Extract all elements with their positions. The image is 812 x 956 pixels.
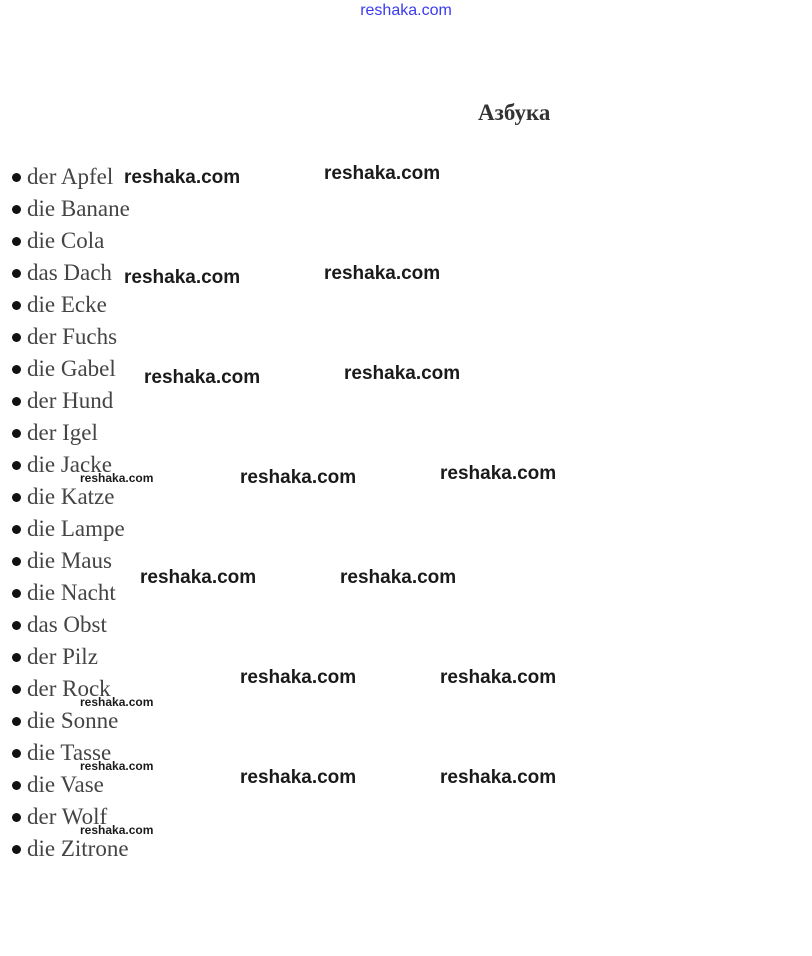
list-item: [10, 289, 130, 321]
bullet-icon: [12, 557, 21, 566]
bullet-icon: [12, 653, 21, 662]
bullet-icon: [12, 461, 21, 470]
bullet-icon: [12, 173, 21, 182]
list-item: [10, 705, 130, 737]
site-link[interactable]: reshaka.com: [360, 2, 452, 19]
list-item: [10, 193, 130, 225]
watermark-text: reshaka.com: [124, 267, 241, 288]
bullet-icon: [12, 429, 21, 438]
word-text: die Zitrone: [27, 836, 129, 861]
word-text: der Apfel: [27, 164, 114, 189]
list-item: [10, 481, 130, 513]
bullet-icon: [12, 205, 21, 214]
bullet-icon: [12, 589, 21, 598]
list-item: [10, 641, 130, 673]
word-text: die Tasse: [27, 740, 112, 765]
watermark-text-small: reshaka.com: [80, 823, 154, 837]
word-text: die Jacke: [27, 452, 112, 477]
watermark-text: reshaka.com: [240, 467, 357, 488]
list-item: [10, 417, 130, 449]
bullet-icon: [12, 717, 21, 726]
word-text: die Vase: [27, 772, 104, 797]
bullet-icon: [12, 749, 21, 758]
list-item: [10, 353, 130, 385]
bullet-icon: [12, 397, 21, 406]
watermark-text: reshaka.com: [240, 767, 357, 788]
bullet-icon: [12, 333, 21, 342]
list-item: [10, 257, 130, 289]
watermark-text-small: reshaka.com: [80, 471, 154, 485]
bullet-icon: [12, 621, 21, 630]
word-text: das Obst: [27, 612, 107, 637]
bullet-icon: [12, 301, 21, 310]
bullet-icon: [12, 845, 21, 854]
word-text: die Banane: [27, 196, 130, 221]
word-text: das Dach: [27, 260, 112, 285]
watermark-text: reshaka.com: [240, 667, 357, 688]
watermark-text: reshaka.com: [440, 667, 557, 688]
word-text: der Fuchs: [27, 324, 118, 349]
list-item: [10, 577, 130, 609]
word-text: die Nacht: [27, 580, 116, 605]
list-item: [10, 769, 130, 801]
word-text: der Igel: [27, 420, 98, 445]
watermark-text: reshaka.com: [144, 367, 261, 388]
list-item: [10, 545, 130, 577]
list-item: [10, 161, 130, 193]
word-text: der Rock: [27, 676, 111, 701]
word-text: der Pilz: [27, 644, 98, 669]
watermark-text-small: reshaka.com: [80, 759, 154, 773]
page-title: Азбука: [478, 100, 551, 125]
word-text: die Maus: [27, 548, 112, 573]
word-text: der Wolf: [27, 804, 108, 829]
bullet-icon: [12, 813, 21, 822]
watermark-text-small: reshaka.com: [80, 695, 154, 709]
watermark-text: reshaka.com: [324, 163, 441, 184]
list-item: [10, 833, 130, 865]
bullet-icon: [12, 525, 21, 534]
watermark-text: reshaka.com: [440, 767, 557, 788]
bullet-icon: [12, 781, 21, 790]
list-item: [10, 609, 130, 641]
watermark-text: reshaka.com: [340, 567, 457, 588]
bullet-icon: [12, 269, 21, 278]
bullet-icon: [12, 365, 21, 374]
watermark-text: reshaka.com: [344, 363, 461, 384]
word-text: die Sonne: [27, 708, 119, 733]
list-item: [10, 513, 130, 545]
watermark-text: reshaka.com: [124, 167, 241, 188]
word-text: der Hund: [27, 388, 114, 413]
watermark-text: reshaka.com: [324, 263, 441, 284]
list-item: [10, 225, 130, 257]
word-text: die Cola: [27, 228, 105, 253]
bullet-icon: [12, 237, 21, 246]
word-text: die Katze: [27, 484, 115, 509]
watermark-text: reshaka.com: [440, 463, 557, 484]
word-text: die Ecke: [27, 292, 107, 317]
bullet-icon: [12, 685, 21, 694]
bullet-icon: [12, 493, 21, 502]
list-item: [10, 321, 130, 353]
word-text: die Gabel: [27, 356, 116, 381]
list-item: [10, 385, 130, 417]
watermark-text: reshaka.com: [140, 567, 257, 588]
word-text: die Lampe: [27, 516, 125, 541]
